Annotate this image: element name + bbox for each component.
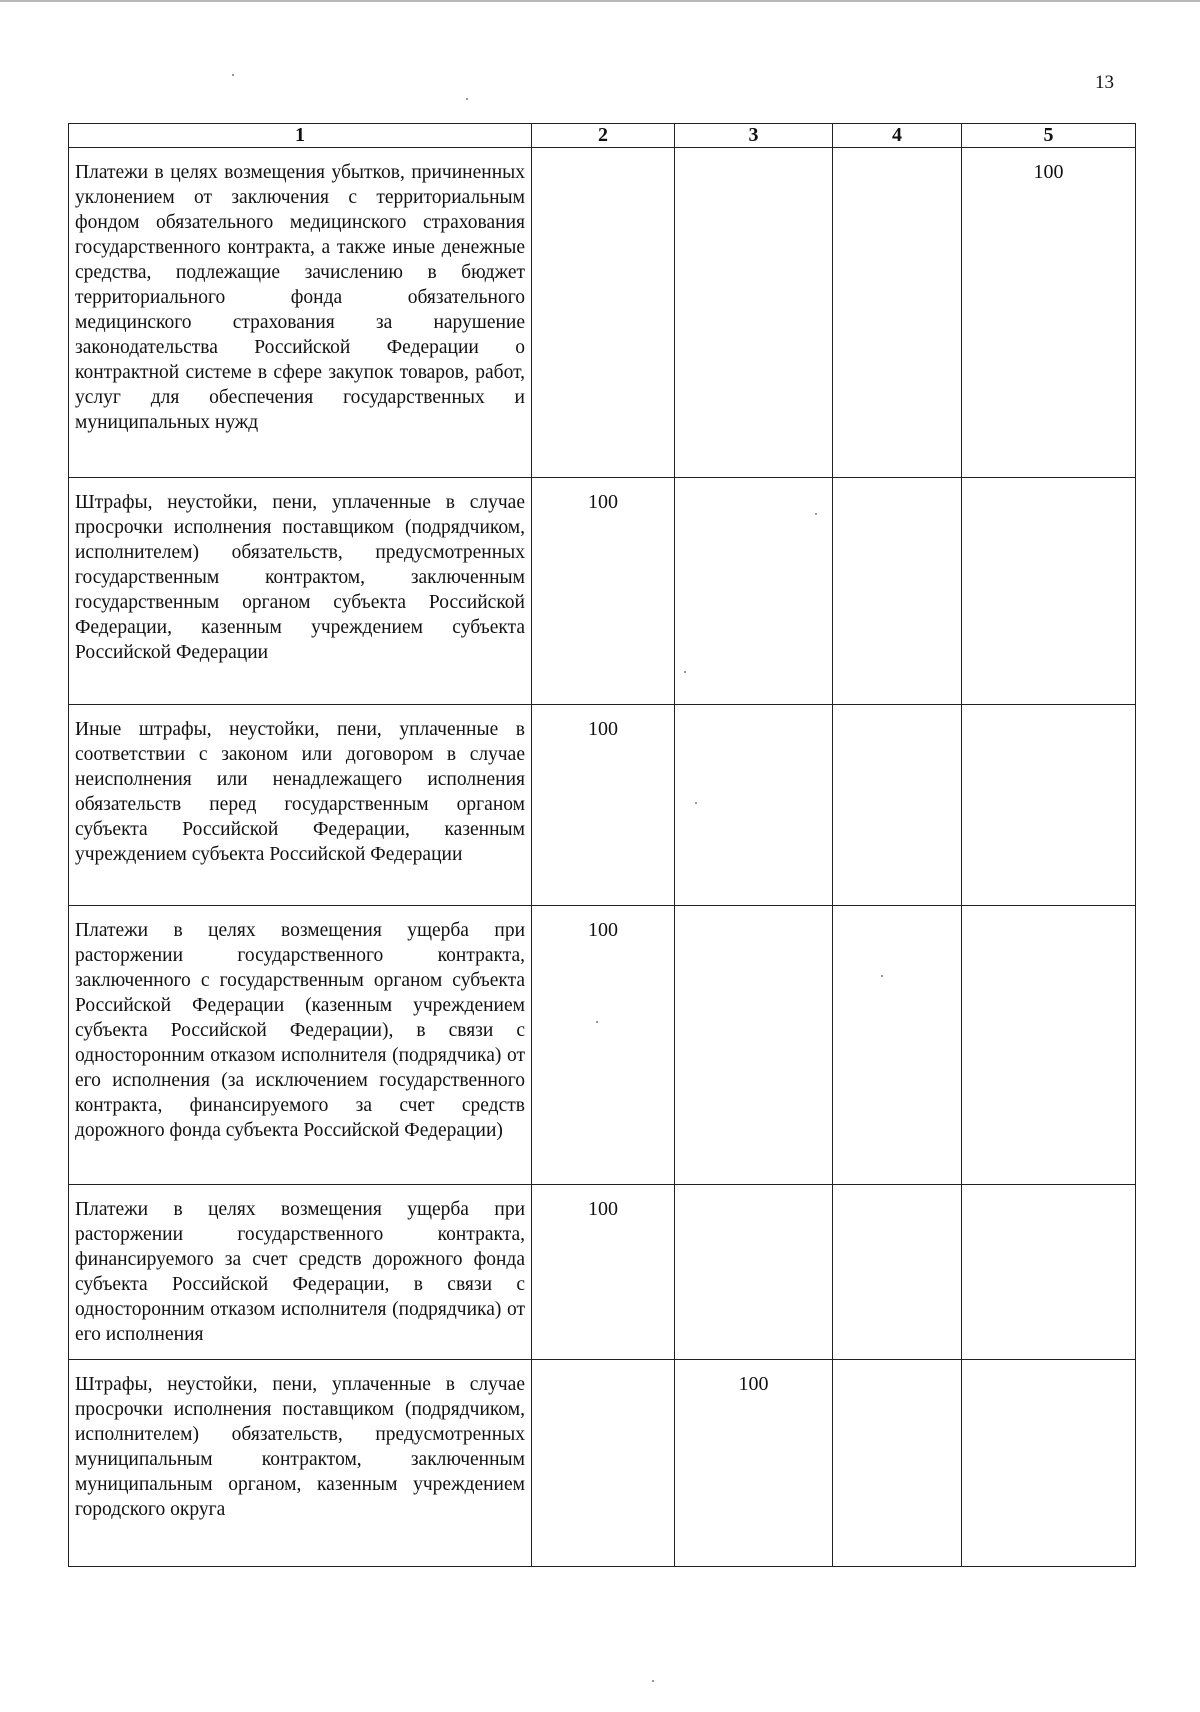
column-header-3: 3	[675, 124, 833, 148]
table-row	[69, 148, 1136, 478]
table-row	[69, 906, 1136, 1185]
row-value-col4	[833, 705, 962, 906]
row-value-col4	[833, 478, 962, 705]
row-value-col2: 100	[532, 1185, 675, 1360]
table-row	[69, 478, 1136, 705]
scan-speck	[881, 975, 883, 977]
row-description: Иные штрафы, неустойки, пени, уплаченные в соответствии с законом или договором в случае неисполнения или ненадлежащего исполнения обязательств перед государственным органом субъекта Российской Федерации, казенным учреждением субъекта Российской Федерации	[69, 705, 532, 906]
revenue-distribution-table	[68, 123, 1136, 1567]
row-value-col2	[532, 1360, 675, 1567]
page-number: 13	[1095, 72, 1114, 93]
scan-speck	[695, 802, 697, 804]
table-row	[69, 705, 1136, 906]
scan-speck	[232, 74, 234, 76]
row-value-col3	[675, 705, 833, 906]
row-value-col2: 100	[532, 478, 675, 705]
scan-speck	[684, 671, 686, 673]
row-value-col5	[962, 478, 1136, 705]
scan-speck	[652, 1680, 654, 1682]
row-value-col4	[833, 906, 962, 1185]
row-value-col5: 100	[962, 148, 1136, 478]
row-value-col3	[675, 906, 833, 1185]
row-description: Платежи в целях возмещения ущерба при расторжении государственного контракта, заключенного с государственным органом субъекта Российской Федерации (казенным учреждением субъекта Российской Федерации), в связи с односторонним отказом исполнителя (подрядчика) от его исполнения (за исключением государственного контракта, финансируемого за счет средств дорожного фонда субъекта Российской Федерации)	[69, 906, 532, 1185]
row-value-col3	[675, 148, 833, 478]
row-description: Штрафы, неустойки, пени, уплаченные в случае просрочки исполнения поставщиком (подрядчиком, исполнителем) обязательств, предусмотренных государственным контрактом, заключенным государственным органом субъекта Российской Федерации, казенным учреждением субъекта Российской Федерации	[69, 478, 532, 705]
column-header-2: 2	[532, 124, 675, 148]
row-value-col2: 100	[532, 906, 675, 1185]
column-header-5: 5	[962, 124, 1136, 148]
row-value-col5	[962, 1185, 1136, 1360]
row-value-col5	[962, 906, 1136, 1185]
row-value-col4	[833, 1360, 962, 1567]
table-row	[69, 1360, 1136, 1567]
row-value-col5	[962, 705, 1136, 906]
row-value-col4	[833, 1185, 962, 1360]
row-value-col5	[962, 1360, 1136, 1567]
column-header-4: 4	[833, 124, 962, 148]
table-header-row	[69, 124, 1136, 148]
row-description: Платежи в целях возмещения убытков, причиненных уклонением от заключения с территориальным фондом обязательного медицинского страхования государственного контракта, а также иные денежные средства, подлежащие зачислению в бюджет территориального фонда обязательного медицинского страхования за нарушение законодательства Российской Федерации о контрактной системе в сфере закупок товаров, работ, услуг для обеспечения государственных и муниципальных нужд	[69, 148, 532, 478]
row-value-col3	[675, 1185, 833, 1360]
scan-speck	[596, 1021, 598, 1023]
row-value-col2: 100	[532, 705, 675, 906]
column-header-1: 1	[69, 124, 532, 148]
table-row	[69, 1185, 1136, 1360]
row-value-col2	[532, 148, 675, 478]
scan-speck	[466, 98, 468, 100]
row-value-col3: 100	[675, 1360, 833, 1567]
row-description: Штрафы, неустойки, пени, уплаченные в случае просрочки исполнения поставщиком (подрядчиком, исполнителем) обязательств, предусмотренных муниципальным контрактом, заключенным муниципальным органом, казенным учреждением городского округа	[69, 1360, 532, 1567]
row-description: Платежи в целях возмещения ущерба при расторжении государственного контракта, финансируемого за счет средств дорожного фонда субъекта Российской Федерации, в связи с односторонним отказом исполнителя (подрядчика) от его исполнения	[69, 1185, 532, 1360]
row-value-col3	[675, 478, 833, 705]
scan-speck	[815, 513, 817, 515]
row-value-col4	[833, 148, 962, 478]
scan-top-edge	[0, 0, 1200, 2]
